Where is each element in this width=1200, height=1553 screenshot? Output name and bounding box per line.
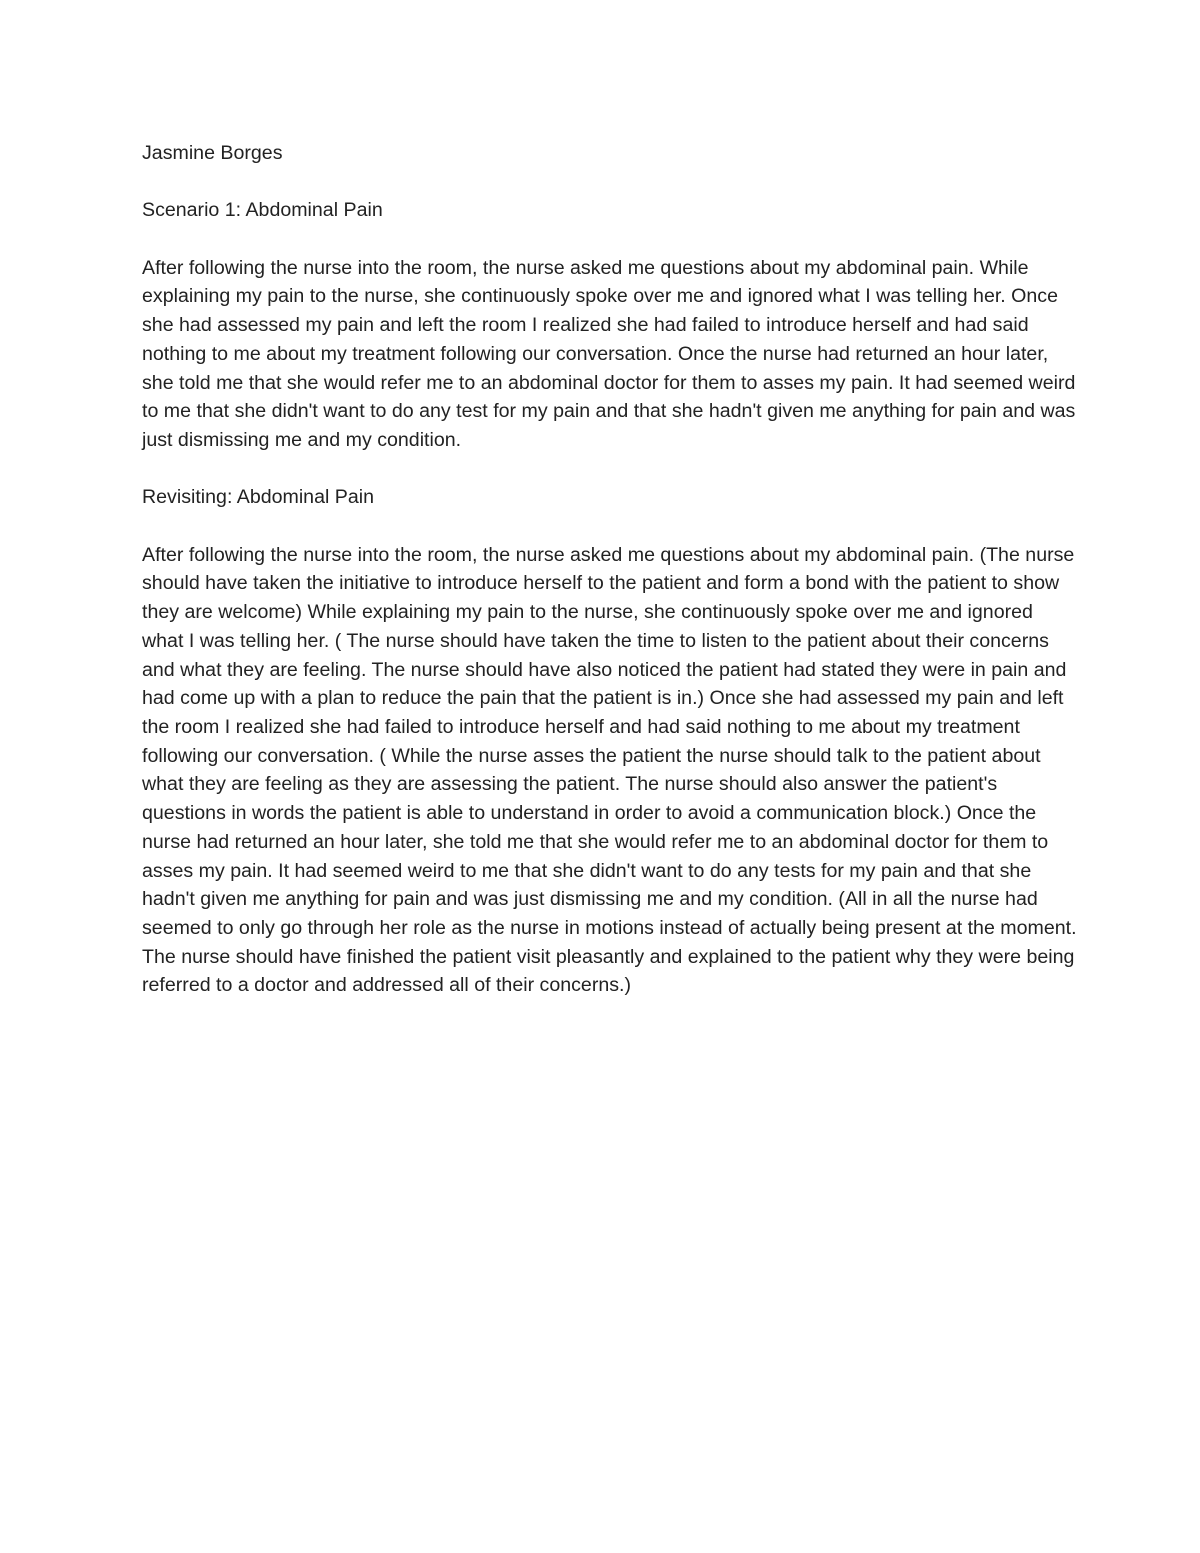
scenario-paragraph: After following the nurse into the room, the nurse asked me questions about my abdominal pain. While explaining my pain to the nurse, she continuously spoke over me and ignored what I was telling her. Once she had assessed my pain and left the room I realized she had failed to introduce herself and had said nothing to me about my treatment following our conversation. Once the nurse had returned an hour later, she told me that she would refer me to an abdominal doctor for them to asses my pain. It had seemed weird to me that she didn't want to do any test for my pain and that she hadn't given me anything for pain and was just dismissing me and my condition. [142, 256, 1076, 451]
revisiting-paragraph: After following the nurse into the room, the nurse asked me questions about my abdominal pain. (The nurse should have taken the initiative to introduce herself to the patient and form a bond with the patient to show they are welcome) While explaining my pain to the nurse, she continuously spoke over me and ignored what I was telling her. ( The nurse should have taken the time to listen to the patient about their concerns and what they are feeling. The nurse should have also noticed the patient had stated they were in pain and had come up with a plan to reduce the pain that the patient is in.) Once she had assessed my pain and left the room I realized she had failed to introduce herself and had said nothing to me about my treatment following our conversation. ( While the nurse asses the patient the nurse should talk to the patient about what they are feeling as they are assessing the patient. The nurse should also answer the patient's questions in words the patient is able to understand in order to avoid a communication block.) Once the nurse had returned an hour later, she told me that she would refer me to an abdominal doctor for them to asses my pain. It had seemed weird to me that she didn't want to do any tests for my pain and that she hadn't given me anything for pain and was just dismissing me and my condition. (All in all the nurse had seemed to only go through her role as the nurse in motions instead of actually being present at the moment. The nurse should have finished the patient visit pleasantly and explained to the patient why they were being referred to a doctor and addressed all of their concerns.) [142, 543, 1077, 997]
author-name: Jasmine Borges [142, 142, 283, 164]
document-body [142, 139, 1077, 1029]
revisiting-heading: Revisiting: Abdominal Pain [142, 486, 374, 509]
scenario-heading: Scenario 1: Abdominal Pain [142, 199, 383, 222]
